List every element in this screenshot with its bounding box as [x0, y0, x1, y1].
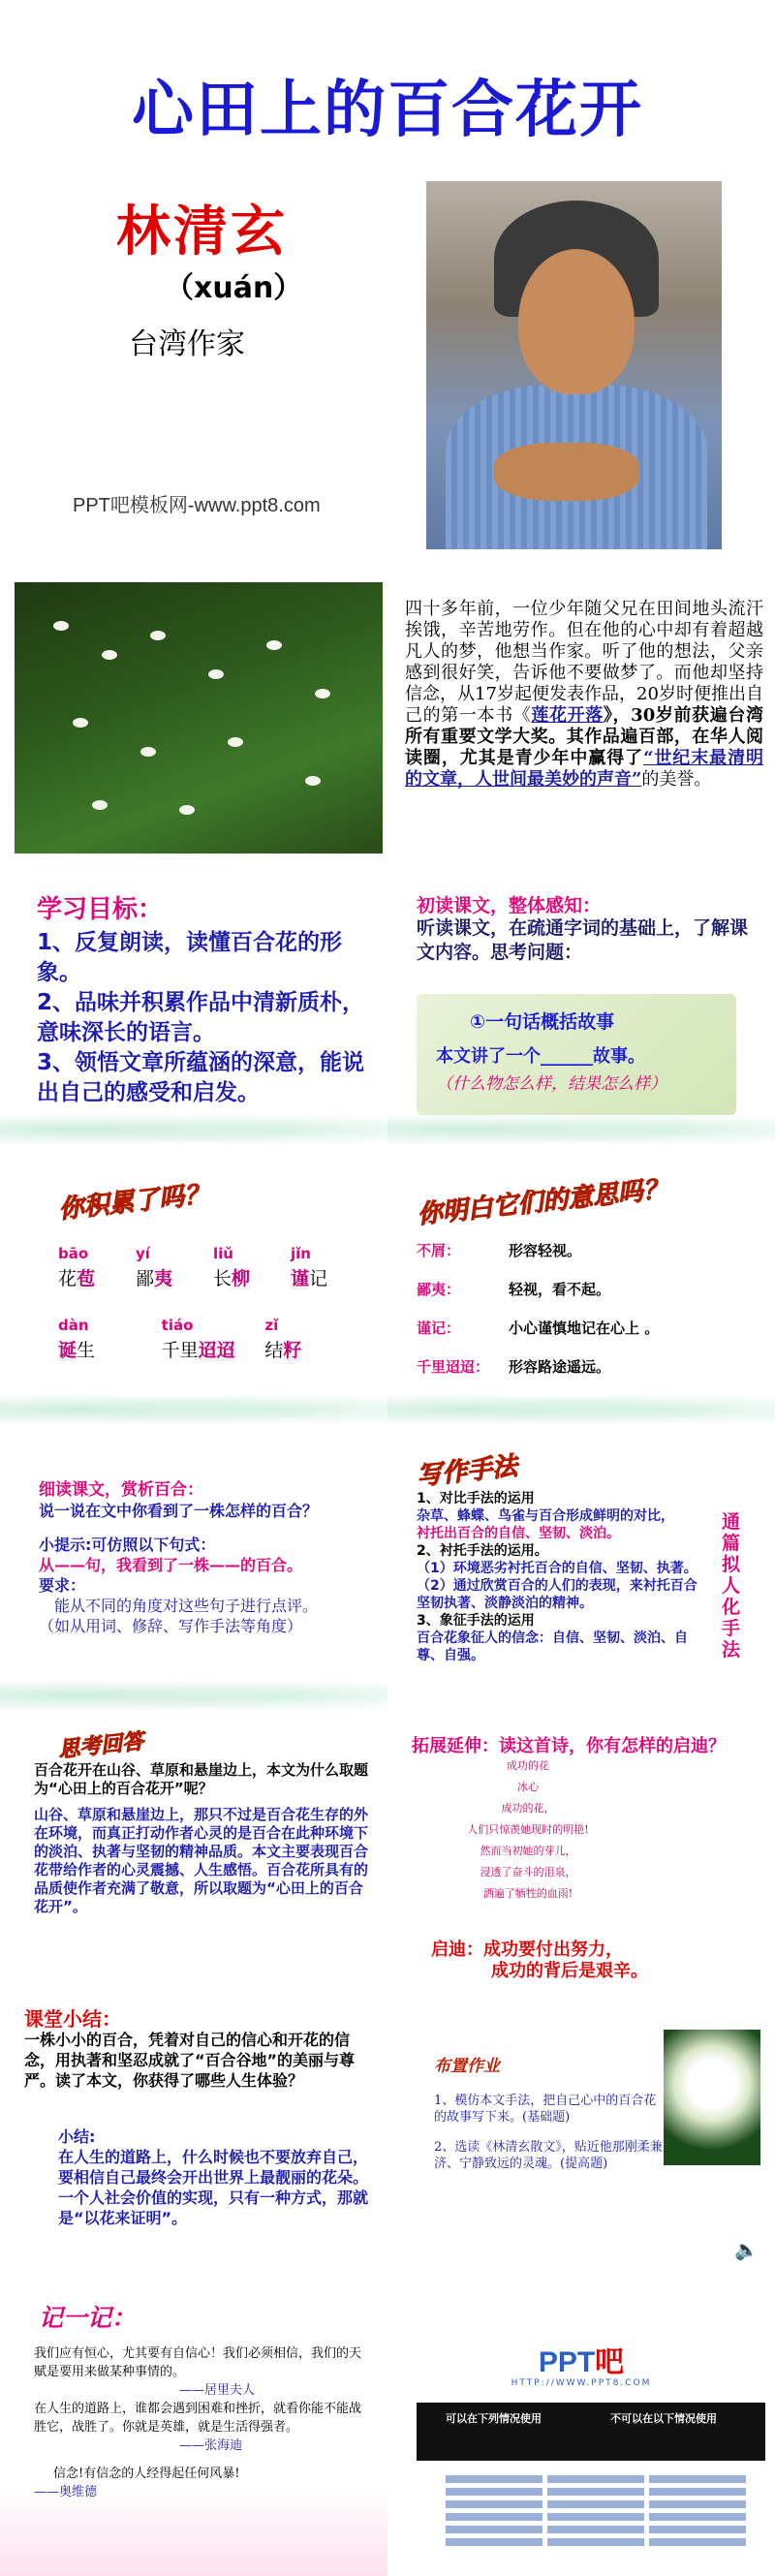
slide-title [0, 0, 775, 567]
vocab-word: 鄙夷 [136, 1268, 173, 1289]
vocab-word: 长柳 [213, 1268, 251, 1289]
insight [431, 1940, 648, 1982]
technique-1: 1、对比手法的运用 [417, 1491, 535, 1506]
bio-part-3: 的美誉。 [641, 769, 712, 790]
definition-row [417, 1347, 765, 1385]
ppt8-logo: PPT吧 [538, 2346, 625, 2378]
pinyin: jǐn [291, 1245, 311, 1262]
vocab-word: 花苞 [58, 1268, 96, 1289]
usage-band [417, 2403, 765, 2461]
lily-flower [102, 650, 117, 660]
definition-row [417, 1269, 765, 1308]
quote-text: 在人生的道路上，谁都会遇到困难和挫折，就看你能不能战胜它，战胜了。你就是英雄，就是生活得强者。 [34, 2402, 362, 2435]
slide-summary [0, 1996, 388, 2286]
definition-row [417, 1230, 765, 1269]
bio-quote: “世纪末最清明的文章，人世间最美妙的声音” [405, 748, 764, 790]
poem-line: 人们只惊羡她现时的明艳! [467, 1823, 589, 1836]
technique-2-detail: （1）环境恶劣衬托百合的自信、坚韧、执著。 [417, 1561, 698, 1576]
slide-writing-techniques [388, 1443, 775, 1715]
technique-2-detail: （2）通过欣赏百合的人们的表现，来衬托百合坚韧执著、淡静淡泊的精神。 [417, 1578, 698, 1611]
pinyin: bāo [58, 1245, 89, 1262]
lily-flower [73, 718, 88, 728]
close-reading-heading: 细读课文，赏析百合： [39, 1480, 203, 1500]
goals-heading: 学习目标： [37, 895, 164, 924]
poem-line: 洒遍了牺牲的血雨! [482, 1887, 574, 1900]
slide-vocabulary [0, 1163, 388, 1434]
lily-flower [208, 669, 224, 679]
author-pinyin: （xuán） [165, 271, 303, 305]
wordart-title: 你明白它们的意思吗？ [416, 1174, 670, 1230]
lily-flower [228, 737, 243, 747]
definition: 小心谨慎地记在心上 。 [509, 1319, 660, 1337]
goals-list [37, 928, 376, 1108]
summary-text: 在人生的道路上，什么时候也不要放弃自己，要相信自己最终会开出世界上最靓丽的花朵。一个人社会价值的实现，只有一种方式，那就是“以花来证明”。 [58, 2148, 369, 2227]
vocab-word: 谨记 [291, 1268, 328, 1289]
side-note: 通篇拟人化手法 [722, 1511, 741, 1660]
lily-flower [315, 689, 330, 698]
think-content [34, 1761, 373, 1916]
summary-body [58, 2126, 373, 2228]
definition-list [417, 1230, 765, 1385]
requirement-2: （如从用词、修辞、写作手法等角度） [39, 1617, 303, 1635]
vocab-word: 结籽 [264, 1340, 302, 1361]
photo-hands [494, 443, 639, 501]
quote-text: 信念!有信念的人经得起任何风暴! [53, 2467, 240, 2481]
homework-item: 1、模仿本文手法，把自己心中的百合花的故事写下来。(基础题) [434, 2094, 657, 2125]
word-row [58, 1336, 368, 1361]
wordart-title: 思考回答 [57, 1729, 145, 1763]
mist-decoration [0, 1676, 388, 1715]
mist-decoration [388, 1110, 775, 1149]
lily-field-image [15, 582, 383, 853]
photo-face [518, 249, 635, 394]
term: 谨记： [417, 1319, 461, 1337]
sentence-pattern: 从——句，我看到了一株——的百合。 [39, 1556, 303, 1574]
definition: 形容路途遥远。 [509, 1357, 611, 1376]
pinyin: liǔ [213, 1245, 233, 1262]
technique-1-detail: 衬托出百合的自信、坚韧、淡泊。 [417, 1526, 620, 1541]
question-line: 本文讲了一个______故事。 [436, 1046, 645, 1067]
summary-intro: 一株小小的百合，凭着对自己的信心和开花的信念，用执著和坚忍成就了“百合谷地”的美丽与尊严。读了本文，你获得了哪些人生体验？ [24, 2031, 356, 2090]
link-column [446, 2475, 542, 2551]
quote-author: ——居里夫人 [179, 2383, 256, 2398]
lily-flower [53, 621, 69, 631]
mist-decoration [0, 1390, 388, 1429]
lily-flower [305, 776, 321, 786]
term: 不屑： [417, 1241, 461, 1259]
pinyin: tiáo [161, 1317, 194, 1334]
summary-sub-label: 小结: [58, 2127, 96, 2146]
definition: 轻视，看不起。 [509, 1280, 611, 1298]
slide-goals [0, 878, 388, 1159]
technique-2: 2、衬托手法的运用。 [417, 1543, 548, 1559]
goal-item: 1、反复朗读，读懂百合花的形象。 [37, 930, 343, 985]
question-box [417, 994, 736, 1115]
slide-first-reading [388, 878, 775, 1159]
close-reading-content [39, 1480, 378, 1636]
lily-image [664, 2030, 760, 2165]
summary-heading: 课堂小结： [24, 2007, 121, 2031]
pinyin-row [58, 1317, 368, 1336]
quote-author: ——张海迪 [179, 2438, 243, 2453]
page-title: 心田上的百合花开 [132, 75, 643, 146]
author-photo [426, 181, 722, 549]
poem-author: 冰心 [517, 1781, 539, 1793]
requirement-1: 能从不同的角度对这些句子进行点评。 [54, 1597, 319, 1615]
reading-heading: 初读课文，整体感知： [417, 895, 602, 916]
vocab-grid [58, 1245, 368, 1388]
link-column [547, 2475, 644, 2551]
slide-think-answer [0, 1724, 388, 1986]
poem [388, 1755, 668, 1905]
slide-definitions [388, 1163, 775, 1434]
author-name: 林清玄 [116, 201, 288, 264]
word-row [58, 1264, 368, 1289]
goal-item: 3、领悟文章所蕴涵的深意，能说出自己的感受和启发。 [37, 1050, 365, 1105]
question-hint: （什么物怎么样，结果怎么样） [436, 1074, 666, 1094]
poem-line: 成功的花， [501, 1802, 555, 1815]
mist-decoration [388, 1390, 775, 1429]
technique-3: 3、象征手法的运用 [417, 1613, 535, 1629]
watermark: PPT吧模板网-www.ppt8.com [73, 495, 321, 516]
tip-label: 小提示:可仿照以下句式： [39, 1536, 216, 1554]
poem-line: 然而当初她的芽儿， [480, 1845, 576, 1857]
slide-homework [388, 1996, 775, 2286]
definition: 形容轻视。 [509, 1241, 582, 1259]
pinyin: dàn [58, 1317, 89, 1334]
bio-book-title: 莲花开落 [531, 705, 604, 726]
think-question: 百合花开在山谷、草原和悬崖边上，本文为什么取题为“心田上的百合花开”呢？ [34, 1761, 369, 1797]
homework-list [434, 2093, 666, 2172]
usage-allowed: 可以在下列情况使用 [446, 2412, 542, 2425]
slide-biography [0, 577, 775, 858]
quotes-list [34, 2344, 373, 2501]
reading-intro: 听读课文，在疏通字词的基础上，了解课文内容。思考问题： [417, 917, 749, 963]
quote-text: 我们应有恒心，尤其要有自信心！我们必须相信，我们的天赋是要用来做某种事情的。 [34, 2346, 362, 2379]
vocab-word: 千里迢迢 [161, 1340, 235, 1361]
technique-1-detail: 杂草、蜂蝶、鸟雀与百合形成鲜明的对比， [417, 1508, 674, 1524]
techniques-content [417, 1490, 707, 1664]
insight-line: 成功的背后是艰辛。 [491, 1961, 648, 1981]
bio-part-2: 》，30岁前获遍台湾所有重要文学大奖。其作品遍百部，在华人阅读圈，尤其是青少年中赢得了 [405, 705, 763, 768]
extension-heading: 拓展延伸：读这首诗，你有怎样的启迪？ [412, 1736, 726, 1756]
poem-title: 成功的花 [507, 1759, 549, 1772]
homework-item: 2、选读《林清玄散文》，贴近他那刚柔兼济、宁静致远的灵魂。(提高题) [434, 2140, 663, 2171]
poem-line: 浸透了奋斗的泪泉， [480, 1866, 576, 1878]
question-title: ①一句话概括故事 [470, 1011, 615, 1033]
author-role: 台湾作家 [129, 327, 245, 361]
goal-item: 2、品味并积累作品中清新质朴，意味深长的语言。 [37, 990, 365, 1045]
wordart-title: 写作手法 [415, 1451, 519, 1492]
wordart-title: 你积累了吗？ [57, 1179, 211, 1226]
bio-part-1: 四十多年前，一位少年随父兄在田间地头流汗挨饿，辛苦地劳作。但在他的心中却有着超越凡人的梦，他想当作家。听了他的想法，父亲感到很好笑，告诉他不要做梦了。而他却坚持信念，从17岁起便发表作品，20岁时便推出自己的第一本书《 [405, 599, 763, 726]
quotes-heading: 记一记： [39, 2304, 137, 2332]
requirement-label: 要求： [39, 1576, 86, 1595]
link-column [649, 2475, 746, 2551]
slide-quotes [0, 2291, 388, 2576]
slide-extension [388, 1724, 775, 1986]
close-reading-question: 说一说在文中你看到了一株怎样的百合？ [39, 1502, 319, 1520]
definition-row [417, 1308, 765, 1347]
term: 鄙夷： [417, 1280, 461, 1298]
biography-text [405, 599, 763, 791]
lily-flower [92, 800, 108, 810]
mist-decoration [0, 1110, 388, 1149]
slide-credits [388, 2291, 775, 2576]
vocab-word: 诞生 [58, 1340, 96, 1361]
pinyin: zǐ [264, 1317, 279, 1334]
term: 千里迢迢： [417, 1357, 490, 1376]
lily-flower [150, 631, 166, 640]
think-answer: 山谷、草原和悬崖边上，那只不过是百合花生存的外在环境，而真正打动作者心灵的是百合在此种环境下的淡泊、执著与坚韧的精神品质。本文主要表现百合花带给作者的心灵震撼、人生感悟。百合花所具有的品质使作者充满了敬意，所以取题为“心田上的百合花开”。 [34, 1806, 369, 1915]
slide-close-reading [0, 1443, 388, 1715]
lily-flower [266, 640, 282, 650]
lily-flower [179, 805, 195, 815]
technique-3-detail: 百合花象征人的信念：自信、坚韧、淡泊、自尊、自强。 [417, 1630, 688, 1663]
speaker-icon[interactable]: 🔈 [734, 2238, 759, 2261]
quote-author: ——奥维德 [34, 2485, 98, 2499]
homework-heading: 布置作业 [434, 2057, 500, 2076]
ppt8-url: HTTP://WWW.PPT8.COM [511, 2378, 652, 2388]
pinyin: yí [136, 1245, 150, 1262]
lily-flower [140, 747, 156, 757]
pinyin-row [58, 1245, 368, 1264]
insight-line: 启迪：成功要付出努力， [431, 1940, 623, 1960]
usage-disallowed: 不可以在以下情况使用 [610, 2412, 717, 2425]
